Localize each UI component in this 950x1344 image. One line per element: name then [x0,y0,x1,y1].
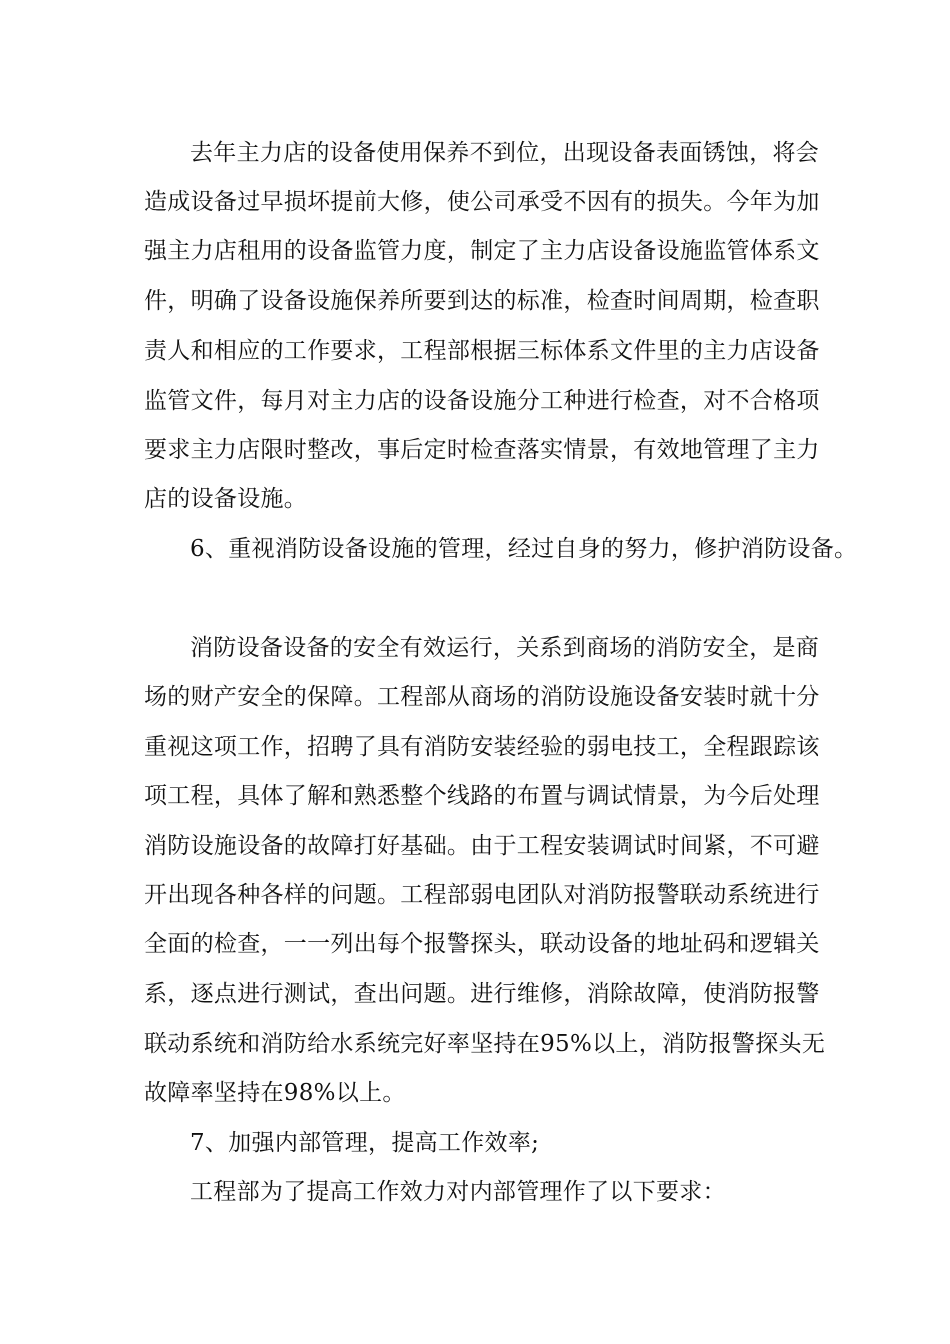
paragraph-1-line-5: 责人和相应的工作要求，工程部根据三标体系文件里的主力店设备 [144,338,820,364]
paragraph-1-line-1: 去年主力店的设备使用保养不到位，出现设备表面锈蚀，将会 [190,140,820,166]
paragraph-2-line-5: 消防设施设备的故障打好基础。由于工程安装调试时间紧，不可避 [144,833,820,859]
paragraph-2-line-1: 消防设备设备的安全有效运行，关系到商场的消防安全，是商 [190,635,820,661]
paragraph-2-line-6: 开出现各种各样的问题。工程部弱电团队对消防报警联动系统进行 [144,882,820,908]
paragraph-3-line-1: 工程部为了提高工作效力对内部管理作了以下要求： [190,1179,726,1205]
paragraph-2-line-2: 场的财产安全的保障。工程部从商场的消防设施设备安装时就十分 [144,684,820,710]
paragraph-1-line-3: 强主力店租用的设备监管力度，制定了主力店设备设施监管体系文 [144,238,820,264]
paragraph-1-line-2: 造成设备过早损坏提前大修，使公司承受不因有的损失。今年为加 [144,189,820,215]
paragraph-1-line-7: 要求主力店限时整改，事后定时检查落实情景，有效地管理了主力 [144,437,820,463]
paragraph-2-line-10: 故障率坚持在98%以上。 [144,1080,406,1106]
paragraph-2-line-8: 系，逐点进行测试，查出问题。进行维修，消除故障，使消防报警 [144,981,820,1007]
paragraph-1-line-4: 件，明确了设备设施保养所要到达的标准，检查时间周期，检查职 [144,288,820,314]
section-heading-6: 6、重视消防设备设施的管理，经过自身的努力，修护消防设备。 [190,536,858,562]
paragraph-1-line-6: 监管文件，每月对主力店的设备设施分工种进行检查，对不合格项 [144,388,820,414]
paragraph-1-line-8: 店的设备设施。 [144,486,308,512]
paragraph-2-line-7: 全面的检查，一一列出每个报警探头，联动设备的地址码和逻辑关 [144,931,820,957]
section-heading-7: 7、加强内部管理，提高工作效率; [190,1130,540,1156]
paragraph-2-line-9: 联动系统和消防给水系统完好率坚持在95%以上，消防报警探头无 [144,1031,826,1057]
paragraph-2-line-4: 项工程，具体了解和熟悉整个线路的布置与调试情景，为今后处理 [144,783,820,809]
paragraph-2-line-3: 重视这项工作，招聘了具有消防安装经验的弱电技工，全程跟踪该 [144,734,820,760]
